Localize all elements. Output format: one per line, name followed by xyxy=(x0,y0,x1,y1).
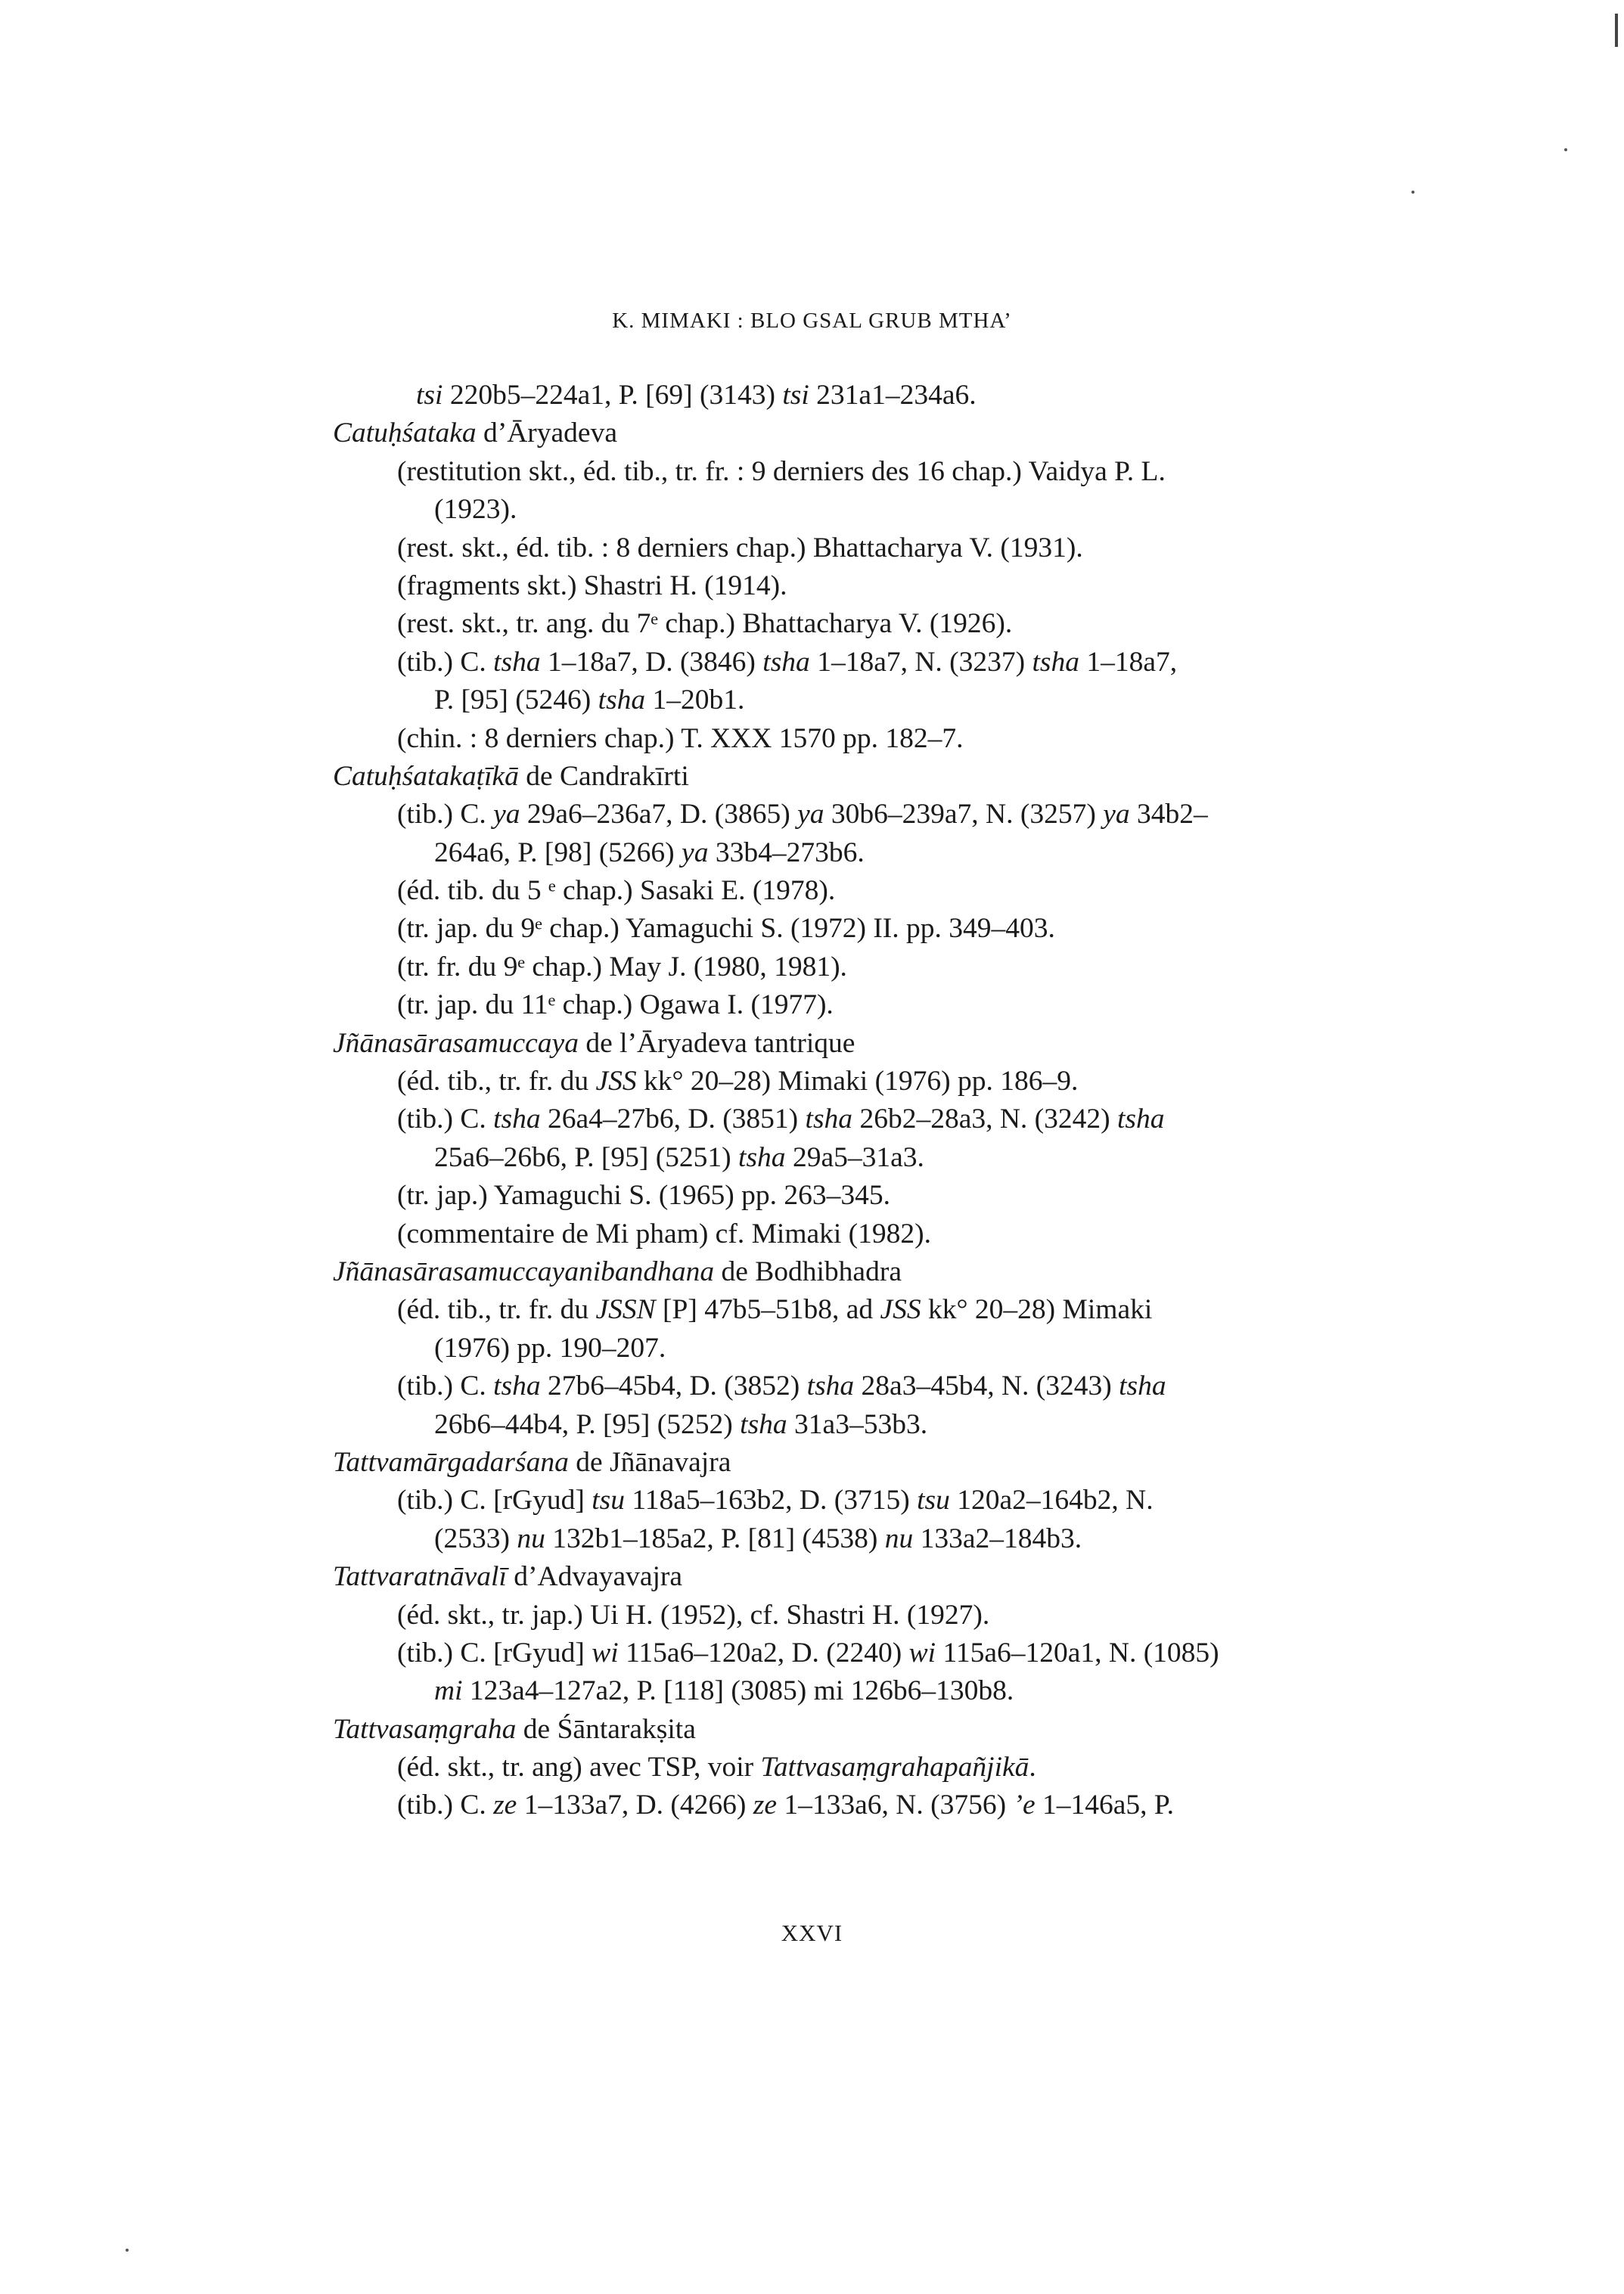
text-run: 1–18a7, xyxy=(1079,646,1178,678)
text-run: (tr. jap.) Yamaguchi S. (1965) pp. 263–345. xyxy=(397,1180,891,1212)
italic-text: JSS xyxy=(880,1294,921,1326)
text-run: 29a6–236a7, D. (3865) xyxy=(520,799,798,830)
text-run: (tib.) C. [rGyud] xyxy=(397,1637,592,1669)
entry-heading-line xyxy=(333,414,1407,452)
text-run: (tib.) C. [rGyud] xyxy=(397,1485,592,1516)
text-run: (rest. skt., éd. tib. : 8 derniers chap.) Bhattacharya V. (1931). xyxy=(397,532,1083,563)
italic-text: Catuḥśatakaṭīkā xyxy=(333,760,519,792)
italic-text: tsi xyxy=(782,380,809,411)
text-run: (éd. skt., tr. jap.) Ui H. (1952), cf. Shastri H. (1927). xyxy=(397,1599,990,1631)
italic-text: Tattvaratnāvalī xyxy=(333,1561,507,1593)
italic-text: tsha xyxy=(1032,646,1080,678)
italic-text: ya xyxy=(797,799,824,830)
text-run: 1–20b1. xyxy=(645,684,745,716)
italic-text: tsha xyxy=(806,1371,855,1402)
entry-detail-line xyxy=(333,986,1407,1024)
text-run: 27b6–45b4, D. (3852) xyxy=(540,1371,807,1402)
entry-detail-line xyxy=(333,1786,1407,1824)
italic-text: tsha xyxy=(740,1408,787,1440)
entry-heading-line xyxy=(333,1711,1407,1749)
text-run: 25a6–26b6, P. [95] (5251) xyxy=(434,1141,739,1173)
text-run: (éd. skt., tr. ang) avec TSP, voir xyxy=(397,1752,761,1783)
entry-detail-line xyxy=(333,681,1407,719)
entry-detail-line xyxy=(333,1063,1407,1100)
entry-detail-line xyxy=(333,1672,1407,1710)
text-run: (2533) xyxy=(434,1523,517,1554)
text-run: 31a3–53b3. xyxy=(787,1408,928,1440)
text-run: (1976) pp. 190–207. xyxy=(434,1332,666,1364)
italic-text: Tattvasaṃgraha xyxy=(333,1713,517,1745)
text-run: (tr. jap. du 9ᵉ chap.) Yamaguchi S. (1972) II. pp. 349–403. xyxy=(397,913,1055,945)
italic-text: tsha xyxy=(762,646,810,678)
entry-detail-line xyxy=(333,567,1407,605)
italic-text: wi xyxy=(592,1637,619,1669)
entry-heading-line xyxy=(333,1253,1407,1291)
text-run: 29a5–31a3. xyxy=(785,1141,924,1173)
entry-detail-line xyxy=(333,644,1407,681)
text-run: 26b6–44b4, P. [95] (5252) xyxy=(434,1408,741,1440)
italic-text: tsha xyxy=(1119,1371,1166,1402)
scan-edge-mark xyxy=(1615,14,1618,47)
text-run: (tib.) C. xyxy=(397,1104,494,1135)
text-run: (tr. fr. du 9ᵉ chap.) May J. (1980, 1981). xyxy=(397,951,847,982)
entry-heading-line xyxy=(333,1558,1407,1596)
text-run: (tib.) C. xyxy=(397,646,494,678)
entry-detail-line xyxy=(333,1367,1407,1405)
text-run: (restitution skt., éd. tib., tr. fr. : 9 derniers des 16 chap.) Vaidya P. L. xyxy=(397,455,1166,487)
entry-detail-line xyxy=(333,1482,1407,1520)
text-run: de Śāntarakṣita xyxy=(516,1713,696,1745)
entry-detail-line xyxy=(333,720,1407,758)
text-run: (tib.) C. xyxy=(397,799,494,830)
text-run: 34b2– xyxy=(1129,799,1208,830)
text-run: (tib.) C. xyxy=(397,1371,494,1402)
italic-text: tsha xyxy=(493,1104,541,1135)
text-run: 1–133a7, D. (4266) xyxy=(517,1790,753,1821)
text-run: 26b2–28a3, N. (3242) xyxy=(852,1104,1118,1135)
italic-text: Catuḥśataka xyxy=(333,418,477,449)
entry-detail-line xyxy=(333,453,1407,491)
text-run: [P] 47b5–51b8, ad xyxy=(655,1294,880,1326)
text-run: de Candrakīrti xyxy=(518,760,689,792)
text-run: 133a2–184b3. xyxy=(913,1523,1082,1554)
text-run: 123a4–127a2, P. [118] (3085) mi 126b6–130b8. xyxy=(462,1675,1014,1707)
text-run: (éd. tib., tr. fr. du xyxy=(397,1066,596,1097)
italic-text: tsu xyxy=(917,1485,950,1516)
entry-detail-line xyxy=(333,910,1407,948)
entry-heading-line xyxy=(333,1444,1407,1482)
text-run: kk° 20–28) Mimaki (1976) pp. 186–9. xyxy=(636,1066,1079,1097)
entry-detail-line xyxy=(333,1597,1407,1634)
text-run: (commentaire de Mi pham) cf. Mimaki (1982). xyxy=(397,1218,932,1249)
text-run: kk° 20–28) Mimaki xyxy=(921,1294,1153,1326)
text-run: 231a1–234a6. xyxy=(809,380,977,411)
italic-text: tsha xyxy=(598,684,646,716)
scan-speck xyxy=(1411,191,1414,194)
entry-detail-line xyxy=(333,872,1407,910)
italic-text: tsha xyxy=(493,1371,541,1402)
scan-speck xyxy=(126,2249,129,2252)
italic-text: ya xyxy=(493,799,520,830)
entry-detail-line xyxy=(333,1634,1407,1672)
text-run: de Jñānavajra xyxy=(568,1446,731,1478)
text-run: 1–18a7, D. (3846) xyxy=(540,646,763,678)
italic-text: tsha xyxy=(738,1141,786,1173)
text-run: (rest. skt., tr. ang. du 7ᵉ chap.) Bhattacharya V. (1926). xyxy=(397,608,1013,640)
text-run: (fragments skt.) Shastri H. (1914). xyxy=(397,570,787,601)
entry-detail-line xyxy=(333,491,1407,529)
entry-detail-line xyxy=(333,1291,1407,1329)
entry-detail-line xyxy=(333,1177,1407,1215)
entry-detail-line xyxy=(333,1100,1407,1138)
text-run: (chin. : 8 derniers chap.) T. XXX 1570 pp. 182–7. xyxy=(397,722,964,754)
italic-text: Jñānasārasamuccaya xyxy=(333,1027,579,1059)
entry-heading-line xyxy=(333,758,1407,796)
scan-speck xyxy=(1564,148,1567,151)
entry-detail-line xyxy=(333,1139,1407,1177)
entry-detail-line xyxy=(333,1749,1407,1786)
italic-text: ’e xyxy=(1013,1790,1036,1821)
italic-text: ze xyxy=(493,1790,517,1821)
text-run: d’Āryadeva xyxy=(476,418,617,449)
text-run: 33b4–273b6. xyxy=(708,837,865,868)
text-run: 132b1–185a2, P. [81] (4538) xyxy=(545,1523,885,1554)
italic-text: Tattvasaṃgrahapañjikā xyxy=(760,1752,1029,1783)
text-run: 1–133a6, N. (3756) xyxy=(777,1790,1014,1821)
text-run: (tr. jap. du 11ᵉ chap.) Ogawa I. (1977). xyxy=(397,989,834,1021)
bibliography-body xyxy=(333,377,1407,1825)
italic-text: Jñānasārasamuccayanibandhana xyxy=(333,1256,715,1287)
text-run: (1923). xyxy=(434,494,517,526)
text-run: P. [95] (5246) xyxy=(434,684,598,716)
text-run: 264a6, P. [98] (5266) xyxy=(434,837,682,868)
entry-detail-line xyxy=(333,1215,1407,1253)
entry-detail-line xyxy=(333,948,1407,986)
text-run: 220b5–224a1, P. [69] (3143) xyxy=(442,380,783,411)
italic-text: ze xyxy=(753,1790,778,1821)
text-run: 115a6–120a1, N. (1085) xyxy=(936,1637,1219,1669)
running-head: K. MIMAKI : BLO GSAL GRUB MTHA’ xyxy=(612,309,1012,333)
italic-text: Tattvamārgadarśana xyxy=(333,1446,569,1478)
text-run: 30b6–239a7, N. (3257) xyxy=(824,799,1104,830)
entry-detail-line xyxy=(333,1330,1407,1367)
italic-text: mi xyxy=(434,1675,463,1707)
text-run: de Bodhibhadra xyxy=(714,1256,902,1287)
text-run: 1–18a7, N. (3237) xyxy=(809,646,1032,678)
page-number: XXVI xyxy=(781,1920,843,1946)
entry-detail-line xyxy=(333,1406,1407,1444)
text-run: 115a6–120a2, D. (2240) xyxy=(618,1637,909,1669)
italic-text: tsi xyxy=(416,380,443,411)
entry-detail-line xyxy=(333,377,1407,414)
italic-text: nu xyxy=(517,1523,545,1554)
italic-text: wi xyxy=(908,1637,936,1669)
italic-text: ya xyxy=(1103,799,1130,830)
text-run: . xyxy=(1029,1752,1036,1783)
entry-detail-line xyxy=(333,834,1407,872)
italic-text: ya xyxy=(682,837,709,868)
text-run: 120a2–164b2, N. xyxy=(949,1485,1154,1516)
text-run: (éd. tib., tr. fr. du xyxy=(397,1294,596,1326)
text-run: de l’Āryadeva tantrique xyxy=(578,1027,855,1059)
entry-detail-line xyxy=(333,1520,1407,1558)
text-run: d’Advayavajra xyxy=(506,1561,683,1593)
entry-detail-line xyxy=(333,796,1407,833)
italic-text: nu xyxy=(884,1523,914,1554)
entry-heading-line xyxy=(333,1025,1407,1063)
entry-detail-line xyxy=(333,605,1407,643)
italic-text: tsu xyxy=(592,1485,626,1516)
italic-text: tsha xyxy=(493,646,541,678)
text-run: 118a5–163b2, D. (3715) xyxy=(625,1485,918,1516)
text-run: 1–146a5, P. xyxy=(1035,1790,1174,1821)
text-run: (tib.) C. xyxy=(397,1790,494,1821)
italic-text: tsha xyxy=(805,1104,853,1135)
italic-text: JSSN xyxy=(595,1294,656,1326)
italic-text: tsha xyxy=(1117,1104,1165,1135)
text-run: 28a3–45b4, N. (3243) xyxy=(854,1371,1119,1402)
text-run: (éd. tib. du 5 ᵉ chap.) Sasaki E. (1978). xyxy=(397,875,836,907)
entry-detail-line xyxy=(333,529,1407,567)
italic-text: JSS xyxy=(595,1066,637,1097)
text-run: 26a4–27b6, D. (3851) xyxy=(540,1104,806,1135)
